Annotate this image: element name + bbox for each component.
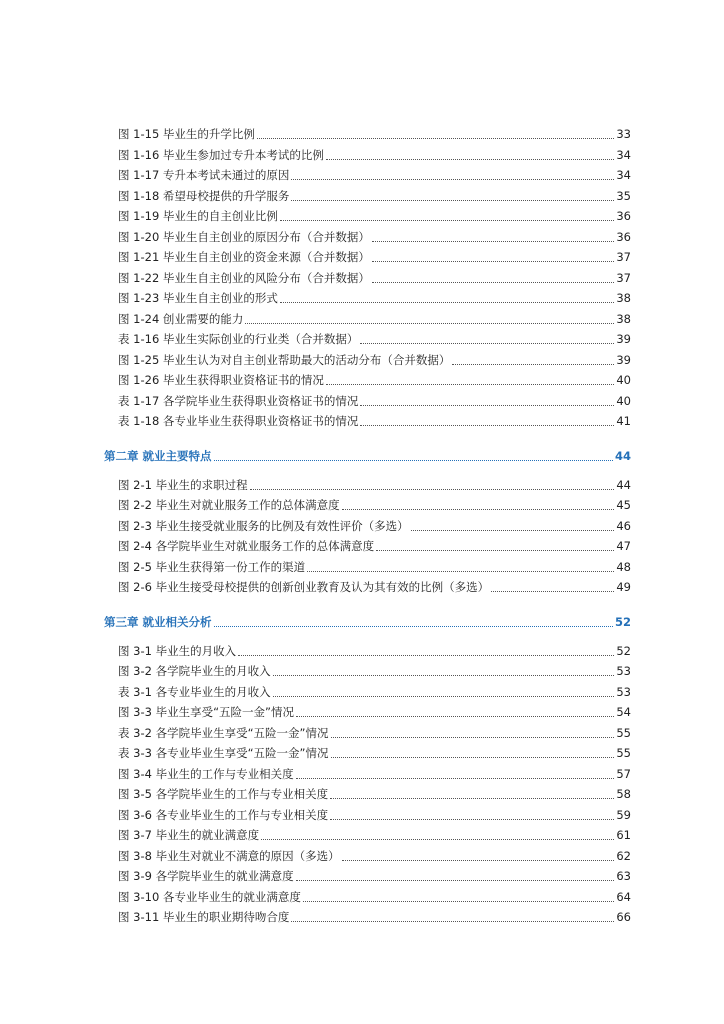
dot-leader — [360, 342, 614, 344]
chapter-title: 第三章 就业相关分析 — [104, 615, 212, 629]
dot-leader — [257, 137, 614, 139]
entry-title: 表 1-17 各学院毕业生获得职业资格证书的情况 — [118, 393, 359, 408]
toc-entry[interactable] — [118, 497, 631, 513]
dot-leader — [280, 219, 614, 221]
dot-leader — [307, 570, 614, 572]
entry-title: 图 1-16 毕业生参加过专升本考试的比例 — [118, 147, 324, 162]
toc-entry[interactable] — [118, 579, 631, 595]
entry-title: 表 3-3 各专业毕业生享受“五险一金”情况 — [118, 746, 329, 760]
page-number: 59 — [616, 807, 631, 822]
toc-chapter-heading[interactable] — [104, 614, 631, 630]
dot-leader — [360, 404, 614, 406]
page-number: 40 — [616, 393, 631, 408]
entry-title: 图 3-7 毕业生的就业满意度 — [118, 828, 260, 842]
dot-leader — [273, 674, 615, 676]
entry-title: 图 3-10 各专业毕业生的就业满意度 — [118, 889, 301, 904]
toc-entry[interactable] — [118, 331, 631, 347]
page-number: 39 — [616, 352, 631, 367]
entry-title: 图 1-17 专升本考试未通过的原因 — [118, 168, 290, 182]
entry-title: 图 3-11 毕业生的职业期待吻合度 — [118, 910, 290, 924]
page-number: 34 — [616, 168, 631, 182]
dot-leader — [331, 736, 615, 738]
entry-title: 表 1-18 各专业毕业生获得职业资格证书的情况 — [118, 414, 359, 428]
toc-entry[interactable] — [118, 725, 631, 741]
toc-entry[interactable] — [118, 643, 631, 659]
dot-leader — [491, 590, 614, 592]
page-number: 55 — [616, 725, 631, 740]
entry-title: 表 3-2 各学院毕业生享受“五险一金”情况 — [118, 725, 329, 740]
dot-leader — [214, 625, 613, 627]
toc-entry[interactable] — [118, 188, 631, 204]
toc-entry[interactable] — [118, 909, 631, 925]
entry-title: 图 3-2 各学院毕业生的月收入 — [118, 664, 271, 678]
entry-title: 图 1-18 希望母校提供的升学服务 — [118, 188, 290, 203]
entry-title: 图 3-3 毕业生享受“五险一金”情况 — [118, 705, 295, 719]
page-number: 36 — [616, 209, 631, 223]
page-number: 52 — [616, 643, 631, 658]
dot-leader — [296, 777, 615, 779]
dot-leader — [342, 859, 615, 861]
dot-leader — [360, 424, 614, 426]
page-number: 46 — [616, 518, 631, 533]
page-number: 45 — [616, 498, 631, 512]
toc-entry[interactable] — [118, 868, 631, 884]
dot-leader — [372, 240, 614, 242]
chapter-title: 第二章 就业主要特点 — [104, 449, 212, 463]
entry-title: 图 1-19 毕业生的自主创业比例 — [118, 209, 278, 223]
page-number: 33 — [616, 127, 631, 141]
dot-leader — [326, 383, 614, 385]
entry-title: 图 1-24 创业需要的能力 — [118, 311, 244, 326]
entry-title: 表 3-1 各专业毕业生的月收入 — [118, 684, 271, 699]
page-number: 63 — [616, 869, 631, 883]
toc-entry[interactable] — [118, 311, 631, 327]
toc-entry[interactable] — [118, 290, 631, 306]
page-number: 34 — [616, 147, 631, 162]
toc-entry[interactable] — [118, 126, 631, 142]
entry-title: 图 2-3 毕业生接受就业服务的比例及有效性评价（多选） — [118, 518, 409, 533]
dot-leader — [296, 715, 614, 717]
toc-entry[interactable] — [118, 352, 631, 368]
entry-title: 图 1-25 毕业生认为对自主创业帮助最大的活动分布（合并数据） — [118, 352, 451, 367]
toc-entry[interactable] — [118, 229, 631, 245]
page-number: 54 — [616, 705, 631, 719]
entry-title: 图 3-5 各学院毕业生的工作与专业相关度 — [118, 787, 329, 801]
entry-title: 图 2-1 毕业生的求职过程 — [118, 477, 248, 492]
entry-title: 图 2-2 毕业生对就业服务工作的总体满意度 — [118, 498, 340, 512]
page-number: 53 — [616, 664, 631, 678]
entry-title: 表 1-16 毕业生实际创业的行业类（合并数据） — [118, 332, 359, 346]
toc-entry[interactable] — [118, 889, 631, 905]
page-number: 52 — [614, 615, 631, 629]
entry-title: 图 2-6 毕业生接受母校提供的创新创业教育及认为其有效的比例（多选） — [118, 580, 490, 594]
entry-title: 图 1-22 毕业生自主创业的风险分布（合并数据） — [118, 270, 370, 285]
entry-title: 图 3-9 各学院毕业生的就业满意度 — [118, 869, 294, 883]
dot-leader — [238, 654, 614, 656]
page-number: 55 — [616, 746, 631, 760]
toc-entry[interactable] — [118, 413, 631, 429]
dot-leader — [330, 818, 614, 820]
toc-chapter-heading[interactable] — [104, 448, 631, 464]
toc-entry[interactable] — [118, 518, 631, 534]
toc-entry[interactable] — [118, 147, 631, 163]
toc-entry[interactable] — [118, 848, 631, 864]
dot-leader — [326, 158, 614, 160]
page-number: 58 — [616, 787, 631, 801]
dot-leader — [291, 920, 614, 922]
entry-title: 图 2-4 各学院毕业生对就业服务工作的总体满意度 — [118, 539, 375, 553]
toc-entry[interactable] — [118, 559, 631, 575]
page-number: 37 — [616, 270, 631, 285]
toc-entry[interactable] — [118, 766, 631, 782]
toc-entry[interactable] — [118, 477, 631, 493]
entry-title: 图 1-26 毕业生获得职业资格证书的情况 — [118, 373, 324, 387]
page-number: 57 — [616, 766, 631, 781]
page-number: 44 — [614, 449, 631, 463]
toc-entry[interactable] — [118, 745, 631, 761]
dot-leader — [372, 281, 614, 283]
dot-leader — [291, 199, 614, 201]
toc-entry[interactable] — [118, 704, 631, 720]
page-number: 66 — [616, 910, 631, 924]
dot-leader — [452, 363, 614, 365]
page-number: 48 — [616, 559, 631, 574]
dot-leader — [291, 178, 614, 180]
toc-entry[interactable] — [118, 684, 631, 700]
page-number: 40 — [616, 373, 631, 387]
entry-title: 图 3-8 毕业生对就业不满意的原因（多选） — [118, 848, 340, 863]
toc-entry[interactable] — [118, 208, 631, 224]
dot-leader — [342, 508, 615, 510]
dot-leader — [280, 301, 614, 303]
entry-title: 图 2-5 毕业生获得第一份工作的渠道 — [118, 559, 306, 574]
dot-leader — [330, 797, 614, 799]
dot-leader — [245, 322, 614, 324]
page-number: 38 — [616, 291, 631, 305]
dot-leader — [214, 459, 613, 461]
entry-title: 图 1-20 毕业生自主创业的原因分布（合并数据） — [118, 229, 370, 244]
page-number: 44 — [616, 477, 631, 492]
page-number: 53 — [616, 684, 631, 699]
dot-leader — [273, 695, 615, 697]
page-number: 62 — [616, 848, 631, 863]
toc-entry[interactable] — [118, 372, 631, 388]
entry-title: 图 3-6 各专业毕业生的工作与专业相关度 — [118, 807, 329, 822]
dot-leader — [261, 838, 614, 840]
dot-leader — [376, 549, 614, 551]
toc-entry[interactable] — [118, 270, 631, 286]
dot-leader — [250, 488, 615, 490]
entry-title: 图 3-4 毕业生的工作与专业相关度 — [118, 766, 294, 781]
toc-entry[interactable] — [118, 807, 631, 823]
page-number: 61 — [616, 828, 631, 842]
entry-title: 图 1-21 毕业生自主创业的资金来源（合并数据） — [118, 250, 370, 264]
page-number: 64 — [616, 889, 631, 904]
dot-leader — [411, 529, 615, 531]
page-number: 38 — [616, 311, 631, 326]
page-number: 37 — [616, 250, 631, 264]
dot-leader — [372, 260, 614, 262]
toc-entry[interactable] — [118, 663, 631, 679]
page-number: 49 — [616, 580, 631, 594]
dot-leader — [296, 879, 615, 881]
page-number: 41 — [616, 414, 631, 428]
toc-entry[interactable] — [118, 393, 631, 409]
page-number: 35 — [616, 188, 631, 203]
page-number: 36 — [616, 229, 631, 244]
toc-entry[interactable] — [118, 786, 631, 802]
dot-leader — [331, 756, 615, 758]
toc-entry[interactable] — [118, 167, 631, 183]
entry-title: 图 1-23 毕业生自主创业的形式 — [118, 291, 278, 305]
entry-title: 图 1-15 毕业生的升学比例 — [118, 127, 255, 141]
dot-leader — [303, 900, 614, 902]
page-number: 47 — [616, 539, 631, 553]
page-number: 39 — [616, 332, 631, 346]
toc-entry[interactable] — [118, 827, 631, 843]
entry-title: 图 3-1 毕业生的月收入 — [118, 643, 237, 658]
toc-entry[interactable] — [118, 249, 631, 265]
toc-entry[interactable] — [118, 538, 631, 554]
